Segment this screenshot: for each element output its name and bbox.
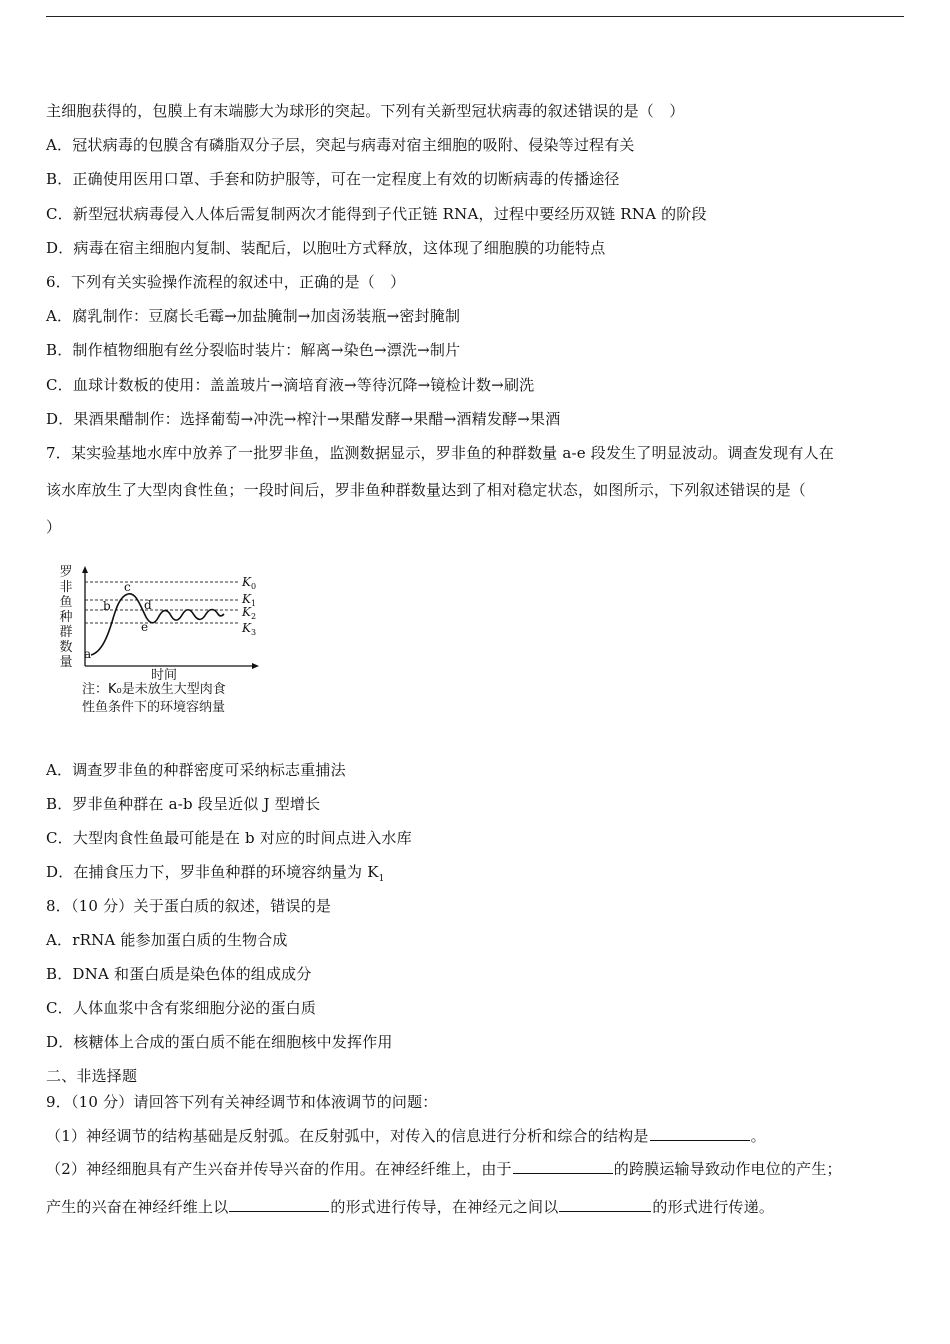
- q8-option-b: B．DNA 和蛋白质是染色体的组成成分: [46, 965, 312, 983]
- population-curve: [91, 594, 224, 655]
- point-label-e: e: [141, 620, 149, 634]
- q6-option-d: D．果酒果醋制作：选择葡萄→冲洗→榨汁→果醋发酵→果醋→酒精发酵→果酒: [46, 410, 561, 428]
- q9-part-2: （2）神经细胞具有产生兴奋并传导兴奋的作用。在神经纤维上，由于 的跨膜运输导致动作电位的产生；: [46, 1160, 842, 1178]
- y-label-char: 数: [59, 640, 73, 655]
- k0-label: $K_0$: [242, 575, 257, 591]
- point-label-b: b: [103, 599, 111, 613]
- q5-stem: 主细胞获得的，包膜上有末端膨大为球形的突起。下列有关新型冠状病毒的叙述错误的是（ ）: [46, 102, 685, 120]
- answer-blank-3[interactable]: [229, 1196, 329, 1212]
- answer-blank-4[interactable]: [559, 1196, 651, 1212]
- y-label-char: 群: [59, 625, 73, 640]
- q7-option-b: B．罗非鱼种群在 a-b 段呈近似 J 型增长: [46, 795, 321, 813]
- q7-option-d: [46, 862, 385, 889]
- q5-option-d: D．病毒在宿主细胞内复制、装配后，以胞吐方式释放，这体现了细胞膜的功能特点: [46, 239, 606, 257]
- section-heading: 二、非选择题: [46, 1067, 138, 1085]
- population-curve-diagram: [54, 560, 269, 680]
- q7-option-a: A．调查罗非鱼的种群密度可采纳标志重捕法: [46, 761, 346, 779]
- figure-note-line-2: 性鱼条件下的环境容纳量: [82, 700, 226, 715]
- y-label-char: 量: [59, 655, 73, 670]
- q7-option-d-text: D．在捕食压力下，罗非鱼种群的环境容纳量为 K: [46, 863, 379, 881]
- figure-note-line-1: 注：K₀是未放生大型肉食: [82, 682, 226, 697]
- q5-option-b: B．正确使用医用口罩、手套和防护服等，可在一定程度上有效的切断病毒的传播途径: [46, 170, 620, 188]
- figure-note: [82, 681, 226, 717]
- q7-stem-line-3: ）: [46, 518, 62, 536]
- q7-option-d-subscript: 1: [378, 874, 385, 884]
- y-label-char: 种: [59, 610, 73, 625]
- q9-part-1: （1）神经调节的结构基础是反射弧。在反射弧中，对传入的信息进行分析和综合的结构是 。: [46, 1127, 766, 1145]
- q8-option-a: A．rRNA 能参加蛋白质的生物合成: [46, 931, 288, 949]
- q6-stem: 6．下列有关实验操作流程的叙述中，正确的是（ ）: [46, 273, 406, 291]
- header-rule: [46, 16, 904, 17]
- x-axis-arrow: [252, 663, 259, 669]
- q9-part-2-cont: 产生的兴奋在神经纤维上以 的形式进行传导，在神经元之间以 的形式进行传递。: [46, 1198, 775, 1216]
- q5-option-c: C．新型冠状病毒侵入人体后需复制两次才能得到子代正链 RNA，过程中要经历双链 RNA 的阶段: [46, 205, 707, 223]
- q6-option-b: B．制作植物细胞有丝分裂临时装片：解离→染色→漂洗→制片: [46, 341, 461, 359]
- k2-label: $K_2$: [242, 605, 257, 621]
- q8-option-d: D．核糖体上合成的蛋白质不能在细胞核中发挥作用: [46, 1033, 393, 1051]
- q8-stem: 8．（10 分）关于蛋白质的叙述，错误的是: [46, 897, 332, 915]
- k3-label: $K_3$: [242, 621, 257, 637]
- q8-option-c: C．人体血浆中含有浆细胞分泌的蛋白质: [46, 999, 317, 1017]
- q7-option-c: C．大型肉食性鱼最可能是在 b 对应的时间点进入水库: [46, 829, 412, 847]
- x-axis-label: 时间: [150, 668, 178, 680]
- q5-option-a: A．冠状病毒的包膜含有磷脂双分子层，突起与病毒对宿主细胞的吸附、侵染等过程有关: [46, 136, 635, 154]
- y-label-char: 鱼: [59, 595, 73, 610]
- point-label-d: d: [144, 598, 152, 612]
- k1-label: $K_1$: [242, 592, 257, 608]
- q9-stem: 9．（10 分）请回答下列有关神经调节和体液调节的问题：: [46, 1093, 438, 1111]
- y-label-char: 非: [59, 580, 73, 595]
- answer-blank-2[interactable]: [513, 1158, 613, 1174]
- population-figure: [54, 560, 269, 720]
- q7-stem-line-1: 7．某实验基地水库中放养了一批罗非鱼，监测数据显示，罗非鱼的种群数量 a-e 段发生了明显波动。调查发现有人在: [46, 444, 834, 462]
- point-label-a: a: [84, 647, 92, 661]
- answer-blank-1[interactable]: [650, 1125, 750, 1141]
- q6-option-c: C．血球计数板的使用：盖盖玻片→滴培育液→等待沉降→镜检计数→刷洗: [46, 376, 535, 394]
- y-label-char: 罗: [59, 565, 73, 580]
- y-axis-arrow: [82, 566, 88, 573]
- point-label-c: c: [124, 580, 131, 594]
- q7-stem-line-2: 该水库放生了大型肉食性鱼；一段时间后，罗非鱼种群数量达到了相对稳定状态，如图所示，下列叙述错误的是（: [46, 481, 807, 499]
- q6-option-a: A．腐乳制作：豆腐长毛霉→加盐腌制→加卤汤装瓶→密封腌制: [46, 307, 461, 325]
